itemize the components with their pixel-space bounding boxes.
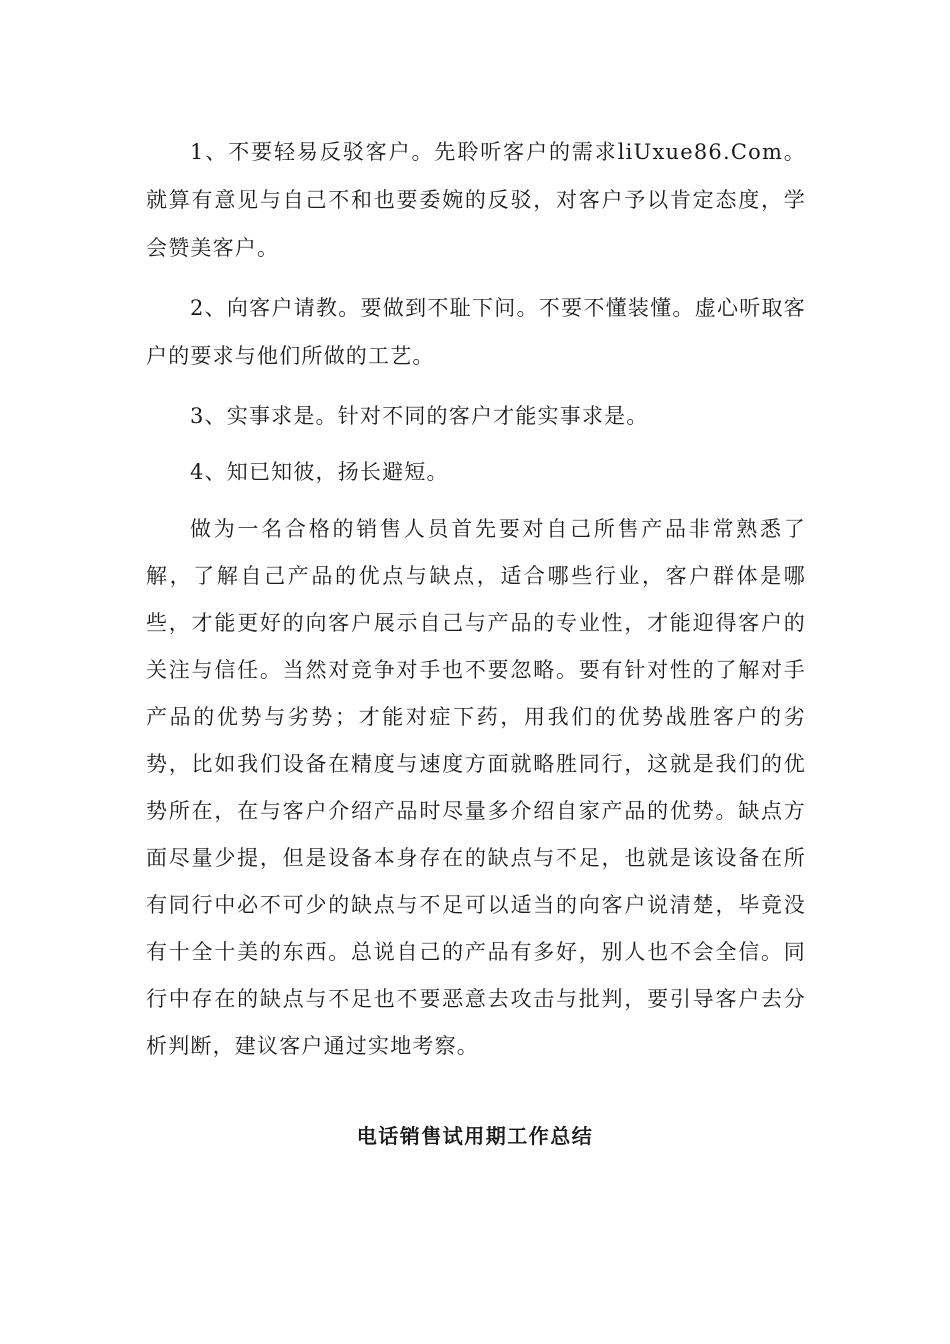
paragraph-body: 做为一名合格的销售人员首先要对自己所售产品非常熟悉了解，了解自己产品的优点与缺点，适合哪些行业，客户群体是哪些，才能更好的向客户展示自己与产品的专业性，才能迎得客户的关注与信任。当然对竞争对手也不要忽略。要有针对性的了解对手产品的优势与劣势；才能对症下药，用我们的优势战胜客户的劣势，比如我们设备在精度与速度方面就略胜同行，这就是我们的优势所在，在与客户介绍产品时尽量多介绍自家产品的优势。缺点方面尽量少提，但是设备本身存在的缺点与不足，也就是该设备在所有同行中必不可少的缺点与不足可以适当的向客户说清楚，毕竟没有十全十美的东西。总说自己的产品有多好，别人也不会全信。同行中存在的缺点与不足也不要恶意去攻击与批判，要引导客户去分析判断，建议客户通过实地考察。: [146, 517, 806, 1058]
paragraph-tip-1: 1、不要轻易反驳客户。先聆听客户的需求liUxue86.Com。就算有意见与自己不和也要委婉的反驳，对客户予以肯定态度，学会赞美客户。: [146, 140, 806, 260]
paragraph-tip-4: 4、知已知彼，扬长避短。: [190, 460, 449, 484]
section-heading: 电话销售试用期工作总结: [356, 1124, 594, 1148]
paragraph-tip-3: 3、实事求是。针对不同的客户才能实事求是。: [190, 404, 649, 428]
paragraph-tip-2: 2、向客户请教。要做到不耻下问。不要不懂装懂。虚心听取客户的要求与他们所做的工艺。: [146, 296, 806, 368]
